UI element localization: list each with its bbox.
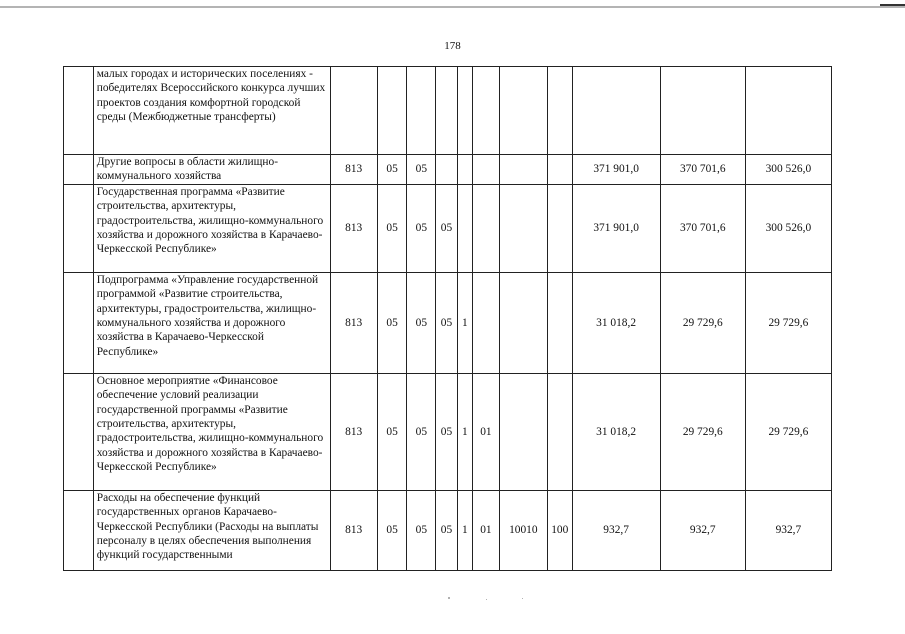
table-row	[64, 184, 832, 272]
cell-program-code	[436, 67, 458, 155]
cell-row-name: Государственная программа «Развитие строительства, архитектуры, градостроительства, жилищно-коммунального хозяйства и дорожного хозяйства в Карачаево-Черкесской Республике»	[93, 184, 330, 272]
cell-index	[64, 67, 94, 155]
cell-main-activity-code	[473, 67, 500, 155]
cell-dept-code: 813	[330, 155, 377, 185]
cell-amount-year-1	[572, 67, 660, 155]
scan-speck	[522, 598, 523, 599]
cell-index	[64, 490, 94, 570]
cell-subsection-code: 05	[407, 373, 436, 490]
cell-amount-year-3: 300 526,0	[745, 155, 831, 185]
cell-direction-code	[499, 155, 547, 185]
cell-subsection-code: 05	[407, 490, 436, 570]
cell-amount-year-2: 29 729,6	[660, 272, 745, 373]
cell-direction-code	[499, 67, 547, 155]
table-row	[64, 272, 832, 373]
cell-program-code: 05	[436, 373, 458, 490]
cell-section-code: 05	[377, 272, 407, 373]
cell-main-activity-code	[473, 184, 500, 272]
scan-edge-mark	[880, 4, 905, 6]
cell-amount-year-1: 932,7	[572, 490, 660, 570]
cell-amount-year-3	[745, 67, 831, 155]
cell-subsection-code	[407, 67, 436, 155]
cell-main-activity-code: 01	[473, 490, 500, 570]
cell-main-activity-code	[473, 272, 500, 373]
cell-program-code: 05	[436, 490, 458, 570]
cell-amount-year-2: 370 701,6	[660, 155, 745, 185]
table-row	[64, 490, 832, 570]
cell-index	[64, 184, 94, 272]
cell-dept-code: 813	[330, 373, 377, 490]
cell-amount-year-1: 371 901,0	[572, 155, 660, 185]
cell-direction-code: 10010	[499, 490, 547, 570]
scan-edge-line	[0, 6, 905, 8]
cell-amount-year-3: 29 729,6	[745, 272, 831, 373]
cell-section-code: 05	[377, 155, 407, 185]
table-row	[64, 155, 832, 185]
cell-expense-type-code: 100	[547, 490, 572, 570]
budget-table	[63, 66, 832, 571]
cell-expense-type-code	[547, 67, 572, 155]
cell-subprogram-code	[457, 184, 472, 272]
cell-dept-code: 813	[330, 272, 377, 373]
cell-index	[64, 272, 94, 373]
cell-section-code	[377, 67, 407, 155]
cell-amount-year-2	[660, 67, 745, 155]
cell-direction-code	[499, 373, 547, 490]
cell-subprogram-code	[457, 67, 472, 155]
cell-expense-type-code	[547, 155, 572, 185]
cell-row-name: малых городах и исторических поселениях - победителях Всероссийского конкурса лучших проектов создания комфортной городской среды (Межбюджетные трансферты)	[93, 67, 330, 155]
scan-speck	[486, 599, 487, 600]
cell-expense-type-code	[547, 184, 572, 272]
cell-amount-year-1: 31 018,2	[572, 272, 660, 373]
cell-amount-year-1: 371 901,0	[572, 184, 660, 272]
cell-amount-year-1: 31 018,2	[572, 373, 660, 490]
cell-row-name: Другие вопросы в области жилищно-коммунального хозяйства	[93, 155, 330, 185]
cell-section-code: 05	[377, 373, 407, 490]
table-row	[64, 373, 832, 490]
cell-subsection-code: 05	[407, 272, 436, 373]
cell-amount-year-2: 29 729,6	[660, 373, 745, 490]
cell-dept-code: 813	[330, 184, 377, 272]
cell-main-activity-code	[473, 155, 500, 185]
cell-row-name: Подпрограмма «Управление государственной программой «Развитие строительства, архитектуры, градостроительства, жилищно-коммунального хозяйства и дорожного хозяйства в Карачаево-Черкесской Республике»	[93, 272, 330, 373]
cell-amount-year-2: 370 701,6	[660, 184, 745, 272]
cell-program-code: 05	[436, 272, 458, 373]
table-row	[64, 67, 832, 155]
cell-program-code	[436, 155, 458, 185]
cell-subprogram-code: 1	[457, 490, 472, 570]
scan-speck	[448, 597, 450, 599]
cell-expense-type-code	[547, 272, 572, 373]
cell-index	[64, 155, 94, 185]
cell-dept-code	[330, 67, 377, 155]
page-number: 178	[444, 40, 461, 52]
cell-row-name: Основное мероприятие «Финансовое обеспечение условий реализации государственной программы «Развитие строительства, архитектуры, градостроительства, жилищно-коммунального хозяйства и дорожного хозяйства в Карачаево-Черкесской Республике»	[93, 373, 330, 490]
cell-amount-year-3: 300 526,0	[745, 184, 831, 272]
cell-program-code: 05	[436, 184, 458, 272]
cell-dept-code: 813	[330, 490, 377, 570]
cell-direction-code	[499, 272, 547, 373]
cell-main-activity-code: 01	[473, 373, 500, 490]
cell-row-name: Расходы на обеспечение функций государственных органов Карачаево-Черкесской Республики (Расходы на выплаты персоналу в целях обеспечения выполнения функций государственными	[93, 490, 330, 570]
cell-amount-year-3: 29 729,6	[745, 373, 831, 490]
cell-subprogram-code: 1	[457, 373, 472, 490]
cell-index	[64, 373, 94, 490]
table-body	[64, 67, 832, 571]
cell-section-code: 05	[377, 184, 407, 272]
cell-amount-year-3: 932,7	[745, 490, 831, 570]
cell-section-code: 05	[377, 490, 407, 570]
cell-subprogram-code	[457, 155, 472, 185]
cell-amount-year-2: 932,7	[660, 490, 745, 570]
cell-direction-code	[499, 184, 547, 272]
cell-subsection-code: 05	[407, 155, 436, 185]
cell-subsection-code: 05	[407, 184, 436, 272]
cell-subprogram-code: 1	[457, 272, 472, 373]
cell-expense-type-code	[547, 373, 572, 490]
